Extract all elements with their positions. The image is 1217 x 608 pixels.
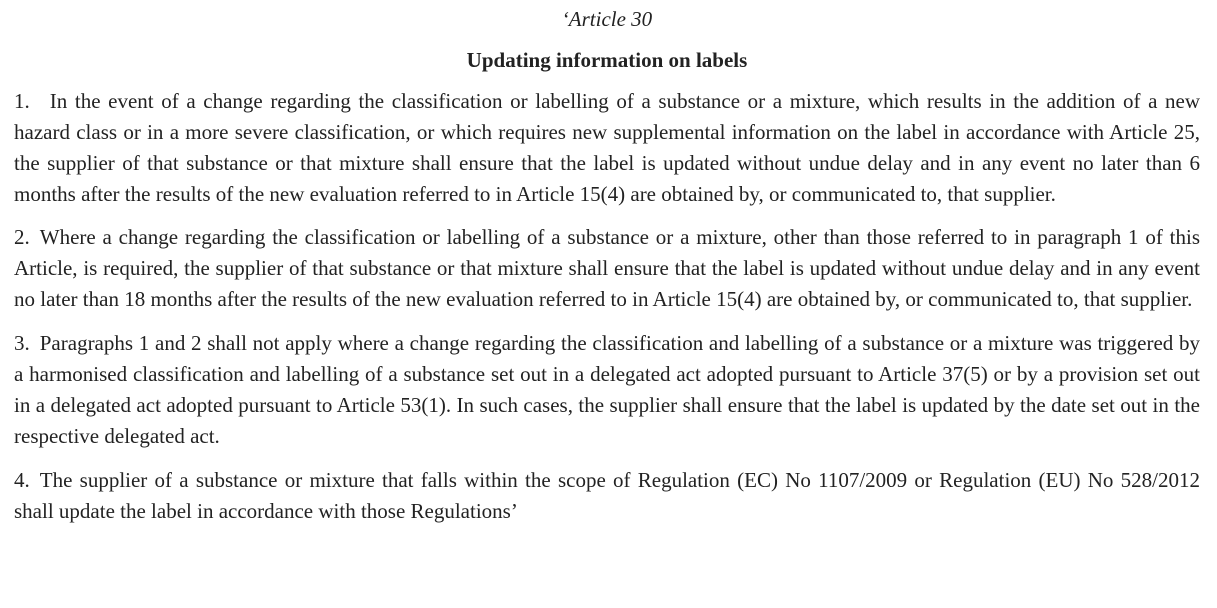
section-heading: Updating information on labels: [466, 48, 748, 72]
paragraph-text: Where a change regarding the classification or labelling of a substance or a mixture, other than those referred to in paragraph 1 of this Article, is required, the supplier of that substance or that mixture shall ensure that the label is updated without undue delay and in any event no later than 18 months after the results of the new evaluation referred to in Article 15(4) are obtained by, or communicated to, that supplier.: [14, 225, 1200, 311]
paragraph-4: [14, 465, 1200, 527]
paragraph-text: In the event of a change regarding the classification or labelling of a substance or a mixture, which results in the addition of a new hazard class or in a more severe classification, or which requires new supplemental information on the label in accordance with Article 25, the supplier of that substance or that mixture shall ensure that the label is updated without undue delay and in any event no later than 6 months after the results of the new evaluation referred to in Article 15(4) are obtained by, or communicated to, that supplier.: [14, 89, 1200, 206]
paragraph-number: 1.: [14, 89, 30, 113]
document-body: [14, 0, 1200, 527]
paragraph-number: 4.: [14, 468, 30, 492]
article-title: ‘Article 30: [561, 7, 653, 31]
paragraph-text: The supplier of a substance or mixture that falls within the scope of Regulation (EC) No 1107/2009 or Regulation (EU) No 528/2012 shall update the label in accordance with those Regulations’: [14, 468, 1200, 523]
paragraph-2: [14, 222, 1200, 315]
paragraph-text: Paragraphs 1 and 2 shall not apply where a change regarding the classification and labelling of a substance or a mixture was triggered by a harmonised classification and labelling of a substance set out in a delegated act adopted pursuant to Article 37(5) or by a provision set out in a delegated act adopted pursuant to Article 53(1). In such cases, the supplier shall ensure that the label is updated by the date set out in the respective delegated act.: [14, 331, 1200, 448]
paragraph-number: 3.: [14, 331, 30, 355]
paragraph-1: [14, 86, 1200, 210]
paragraph-number: 2.: [14, 225, 30, 249]
paragraph-3: [14, 328, 1200, 452]
